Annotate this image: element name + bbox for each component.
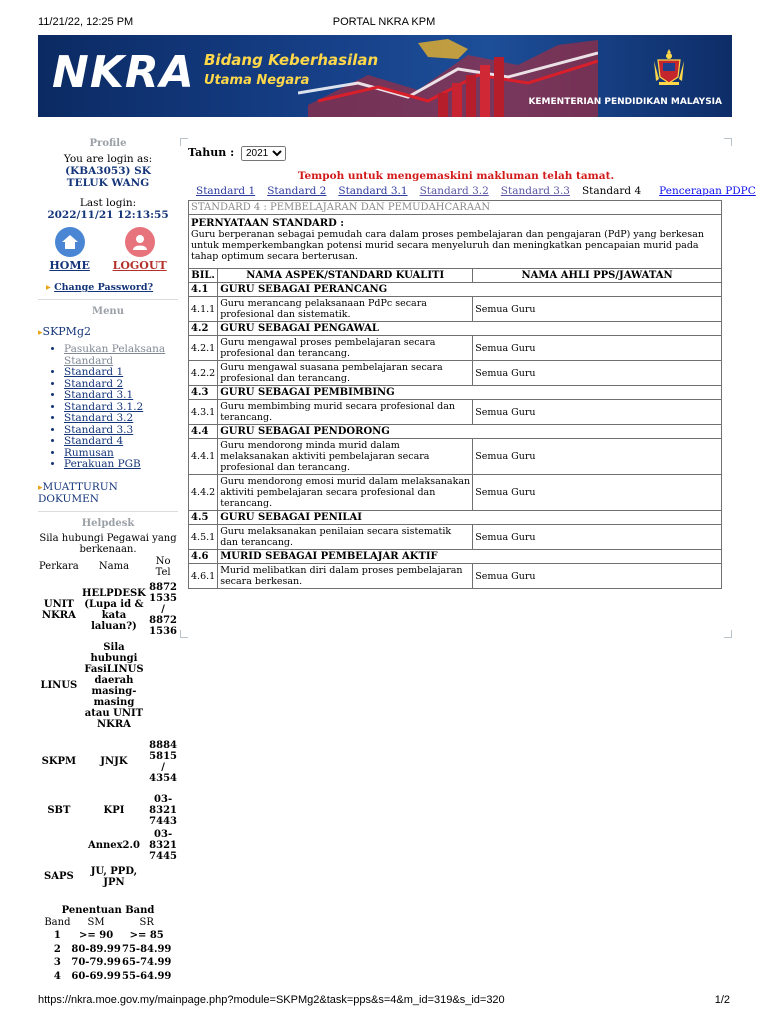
table-row bbox=[189, 297, 722, 322]
panel-corner bbox=[724, 138, 732, 146]
helpdesk-row bbox=[38, 731, 178, 793]
group-number: 4.5 bbox=[189, 511, 218, 525]
group-title: GURU SEBAGAI PENGAWAL bbox=[218, 322, 722, 336]
arrow-icon: ▸ bbox=[38, 328, 43, 338]
pernyataan-title: PERNYATAAN STANDARD : bbox=[191, 218, 344, 229]
helpdesk-row bbox=[38, 579, 178, 641]
table-row bbox=[189, 439, 722, 475]
user-name: (KBA3053) SK TELUK WANG bbox=[65, 165, 151, 189]
item-ahli: Semua Guru bbox=[473, 336, 722, 361]
group-number: 4.4 bbox=[189, 425, 218, 439]
logout-icon[interactable] bbox=[125, 227, 155, 257]
band-sm: 80-89.99 bbox=[71, 943, 121, 955]
standard-tabs bbox=[196, 185, 768, 197]
menu-item-link[interactable]: Pasukan Pelaksana Standard bbox=[64, 343, 166, 367]
group-row bbox=[189, 322, 722, 336]
last-login-label: Last login: bbox=[79, 197, 137, 209]
group-title: GURU SEBAGAI PENDORONG bbox=[218, 425, 722, 439]
menu-list bbox=[38, 344, 178, 471]
helpdesk-nama: JU, PPD, JPN bbox=[90, 865, 138, 888]
item-ahli: Semua Guru bbox=[473, 297, 722, 322]
band-row bbox=[44, 943, 172, 957]
banner-line2: Utama Negara bbox=[204, 73, 310, 88]
tahun-selector bbox=[188, 146, 286, 161]
ministry-crest-icon bbox=[651, 47, 687, 87]
helpdesk-perkara: LINUS bbox=[40, 680, 78, 691]
menu-item-link[interactable]: Perakuan PGB bbox=[64, 458, 141, 470]
login-as-label: You are login as: bbox=[63, 153, 153, 165]
menu-item-link[interactable]: Standard 2 bbox=[64, 377, 124, 390]
band-row bbox=[44, 929, 172, 943]
muat-turun-link[interactable] bbox=[38, 481, 178, 505]
logout-link[interactable]: LOGOUT bbox=[112, 259, 167, 272]
menu-item-link[interactable]: Rumusan bbox=[64, 446, 114, 459]
item-ahli: Semua Guru bbox=[473, 564, 722, 589]
tahun-label: Tahun : bbox=[188, 146, 235, 159]
item-number: 4.4.1 bbox=[189, 439, 218, 475]
helpdesk-tel: 03-8321 7443 bbox=[149, 793, 177, 827]
warning-message: Tempoh untuk mengemaskini makluman telah tamat. bbox=[297, 170, 615, 182]
col-bil: BIL. bbox=[189, 269, 218, 283]
pernyataan-cell bbox=[189, 215, 722, 269]
item-ahli: Semua Guru bbox=[473, 475, 722, 511]
group-row bbox=[189, 425, 722, 439]
helpdesk-row bbox=[38, 641, 178, 731]
menu-heading: Menu bbox=[92, 306, 124, 317]
helpdesk-col: No Tel bbox=[155, 555, 171, 578]
home-action[interactable] bbox=[49, 227, 90, 272]
table-row bbox=[189, 564, 722, 589]
table-row bbox=[189, 475, 722, 511]
home-icon[interactable] bbox=[55, 227, 85, 257]
tab-link[interactable]: Standard 3.3 bbox=[500, 185, 570, 197]
band-table bbox=[44, 916, 172, 984]
group-number: 4.1 bbox=[189, 283, 218, 297]
col-aspek: NAMA ASPEK/STANDARD KUALITI bbox=[218, 269, 473, 283]
group-number: 4.3 bbox=[189, 386, 218, 400]
sidebar bbox=[38, 138, 178, 983]
band-band: 2 bbox=[53, 943, 61, 955]
tab-current: Standard 4 bbox=[581, 185, 642, 197]
group-row bbox=[189, 283, 722, 297]
tab-link[interactable]: Standard 2 bbox=[267, 185, 327, 197]
group-title: GURU SEBAGAI PEMBIMBING bbox=[218, 386, 722, 400]
helpdesk-tel: 8872 1535 / 8872 1536 bbox=[149, 582, 177, 637]
menu-item[interactable] bbox=[64, 344, 178, 367]
band-row bbox=[44, 970, 172, 984]
tab-link[interactable]: Standard 1 bbox=[196, 185, 256, 197]
standard-title: STANDARD 4 : PEMBELAJARAN DAN PEMUDAHCARAAN bbox=[189, 201, 722, 215]
helpdesk-row bbox=[38, 793, 178, 828]
band-sm: 60-69.99 bbox=[71, 970, 121, 982]
menu-item[interactable] bbox=[64, 459, 178, 471]
helpdesk-nama: Sila hubungi FasiLINUS daerah masing-masing atau UNIT NKRA bbox=[84, 641, 144, 730]
change-password-link[interactable] bbox=[46, 282, 178, 293]
band-sm: 70-79.99 bbox=[71, 957, 121, 968]
item-ahli: Semua Guru bbox=[473, 361, 722, 386]
tab-link[interactable]: Standard 3.1 bbox=[338, 185, 408, 197]
item-text: Guru mendorong emosi murid dalam melaksanakan aktiviti pembelajaran secara profesional dan terancang. bbox=[218, 475, 473, 511]
item-number: 4.4.2 bbox=[189, 475, 218, 511]
table-row bbox=[189, 400, 722, 425]
item-text: Guru membimbing murid secara profesional dan terancang. bbox=[218, 400, 473, 425]
helpdesk-row bbox=[38, 828, 178, 863]
helpdesk-nama: Annex2.0 bbox=[87, 839, 140, 851]
menu-item-link[interactable]: Standard 3.2 bbox=[64, 412, 134, 424]
profile-actions bbox=[38, 227, 178, 272]
item-text: Guru merancang pelaksanaan PdPc secara profesional dan sistematik. bbox=[218, 297, 473, 322]
helpdesk-perkara: SAPS bbox=[44, 871, 74, 882]
band-sr: 55-64.99 bbox=[122, 970, 172, 982]
item-ahli: Semua Guru bbox=[473, 400, 722, 425]
banner-logo-text: NKRA bbox=[52, 47, 195, 98]
panel-corner bbox=[724, 630, 732, 638]
print-page: 1/2 bbox=[714, 994, 730, 1006]
band-band: 1 bbox=[53, 930, 61, 941]
helpdesk-tel: 03-8321 7445 bbox=[149, 828, 177, 862]
arrow-icon: ▸ bbox=[46, 282, 51, 293]
band-row bbox=[44, 956, 172, 970]
table-row bbox=[189, 525, 722, 550]
banner-ministry: KEMENTERIAN PENDIDIKAN MALAYSIA bbox=[528, 97, 722, 107]
menu-item-link[interactable]: Standard 3.3 bbox=[64, 423, 134, 436]
helpdesk-nama: JNJK bbox=[100, 756, 128, 767]
menu-skpmg2[interactable] bbox=[38, 325, 178, 338]
divider bbox=[38, 299, 178, 300]
helpdesk-intro: Sila hubungi Pegawai yang berkenaan. bbox=[39, 532, 177, 555]
helpdesk-table bbox=[38, 555, 178, 891]
standard-table bbox=[188, 200, 722, 589]
item-text: Guru melaksanakan penilaian secara sistematik dan terancang. bbox=[218, 525, 473, 550]
menu-item-link[interactable]: Standard 4 bbox=[64, 435, 124, 447]
menu-skpmg2-label[interactable]: SKPMg2 bbox=[42, 325, 91, 338]
logout-action[interactable] bbox=[113, 227, 167, 272]
banner-line1: Bidang Keberhasilan bbox=[204, 51, 379, 69]
menu-item-link[interactable]: Standard 1 bbox=[64, 366, 124, 378]
item-ahli: Semua Guru bbox=[473, 525, 722, 550]
group-title: MURID SEBAGAI PEMBELAJAR AKTIF bbox=[218, 550, 722, 564]
band-heading: Penentuan Band bbox=[61, 904, 155, 916]
table-row bbox=[189, 361, 722, 386]
panel-corner bbox=[180, 630, 188, 638]
print-url: https://nkra.moe.gov.my/mainpage.php?module=SKPMg2&task=pps&s=4&m_id=319&s_id=320 bbox=[38, 994, 505, 1006]
main-panel bbox=[180, 138, 756, 638]
group-row bbox=[189, 550, 722, 564]
item-text: Guru mengawal suasana pembelajaran secara profesional dan terancang. bbox=[218, 361, 473, 386]
print-header bbox=[0, 0, 768, 28]
band-col: SM bbox=[87, 916, 105, 928]
band-band: 4 bbox=[53, 970, 61, 982]
pernyataan-text: Guru berperanan sebagai pemudah cara dalam proses pembelajaran dan pengajaran (PdP) yang berkesan untuk memperkembangkan potensi murid secara menyeluruh dan meningkatkan pencapaian murid pada tahap optimum secara berterusan. bbox=[191, 229, 704, 262]
helpdesk-nama: HELPDESK (Lupa id & kata laluan?) bbox=[82, 587, 146, 632]
helpdesk-nama: KPI bbox=[103, 804, 125, 816]
item-number: 4.1.1 bbox=[189, 297, 218, 322]
item-number: 4.5.1 bbox=[189, 525, 218, 550]
group-title: GURU SEBAGAI PENILAI bbox=[218, 511, 722, 525]
band-sm: >= 90 bbox=[79, 930, 114, 941]
item-number: 4.3.1 bbox=[189, 400, 218, 425]
band-sr: 75-84.99 bbox=[122, 943, 172, 955]
item-number: 4.6.1 bbox=[189, 564, 218, 589]
band-col: Band bbox=[44, 916, 71, 928]
group-number: 4.6 bbox=[189, 550, 218, 564]
group-row bbox=[189, 386, 722, 400]
item-text: Murid melibatkan diri dalam proses pembelajaran secara berkesan. bbox=[218, 564, 473, 589]
site-banner bbox=[38, 35, 732, 117]
group-row bbox=[189, 511, 722, 525]
menu-item-link[interactable]: Standard 3.1 bbox=[64, 389, 134, 401]
helpdesk-heading: Helpdesk bbox=[81, 517, 135, 529]
band-col: SR bbox=[139, 916, 154, 928]
band-band: 3 bbox=[53, 957, 61, 968]
print-date: 11/21/22, 12:25 PM bbox=[38, 16, 134, 28]
group-title: GURU SEBAGAI PERANCANG bbox=[218, 283, 722, 297]
helpdesk-tel: 8884 5815 / 4354 bbox=[149, 739, 177, 784]
item-text: Guru mendorong minda murid dalam melaksanakan aktiviti pembelajaran secara profesional dan terancang. bbox=[218, 439, 473, 475]
item-number: 4.2.2 bbox=[189, 361, 218, 386]
profile-heading: Profile bbox=[89, 138, 127, 149]
helpdesk-perkara: UNIT NKRA bbox=[41, 598, 76, 621]
item-text: Guru mengawal proses pembelajaran secara profesional dan terancang. bbox=[218, 336, 473, 361]
helpdesk-row bbox=[38, 863, 178, 891]
panel-corner bbox=[180, 138, 188, 146]
helpdesk-perkara: SKPM bbox=[41, 756, 77, 767]
item-number: 4.2.1 bbox=[189, 336, 218, 361]
tab-link[interactable]: Standard 3.2 bbox=[419, 185, 489, 197]
home-link[interactable]: HOME bbox=[49, 259, 90, 272]
helpdesk-tel bbox=[148, 641, 178, 731]
helpdesk-perkara: SBT bbox=[47, 804, 71, 816]
arrow-icon: ▸ bbox=[38, 482, 43, 493]
last-login-value: 2022/11/21 12:13:55 bbox=[47, 209, 169, 221]
tahun-select[interactable] bbox=[241, 146, 286, 161]
tab-link[interactable]: Pencerapan PDPC bbox=[659, 185, 756, 197]
print-title: PORTAL NKRA KPM bbox=[332, 16, 436, 28]
col-ahli: NAMA AHLI PPS/JAWATAN bbox=[473, 269, 722, 283]
helpdesk-perkara bbox=[38, 828, 80, 863]
band-sr: 65-74.99 bbox=[122, 957, 172, 968]
menu-item-link[interactable]: Standard 3.1.2 bbox=[64, 400, 144, 413]
table-row bbox=[189, 336, 722, 361]
helpdesk-col: Perkara bbox=[39, 561, 79, 572]
group-number: 4.2 bbox=[189, 322, 218, 336]
change-password-label[interactable]: Change Password? bbox=[54, 282, 154, 293]
band-sr: >= 85 bbox=[129, 930, 164, 941]
divider bbox=[38, 511, 178, 512]
helpdesk-tel bbox=[148, 863, 178, 891]
muat-turun-label[interactable]: MUATTURUN DOKUMEN bbox=[38, 480, 118, 505]
helpdesk-col: Nama bbox=[98, 561, 130, 572]
item-ahli: Semua Guru bbox=[473, 439, 722, 475]
